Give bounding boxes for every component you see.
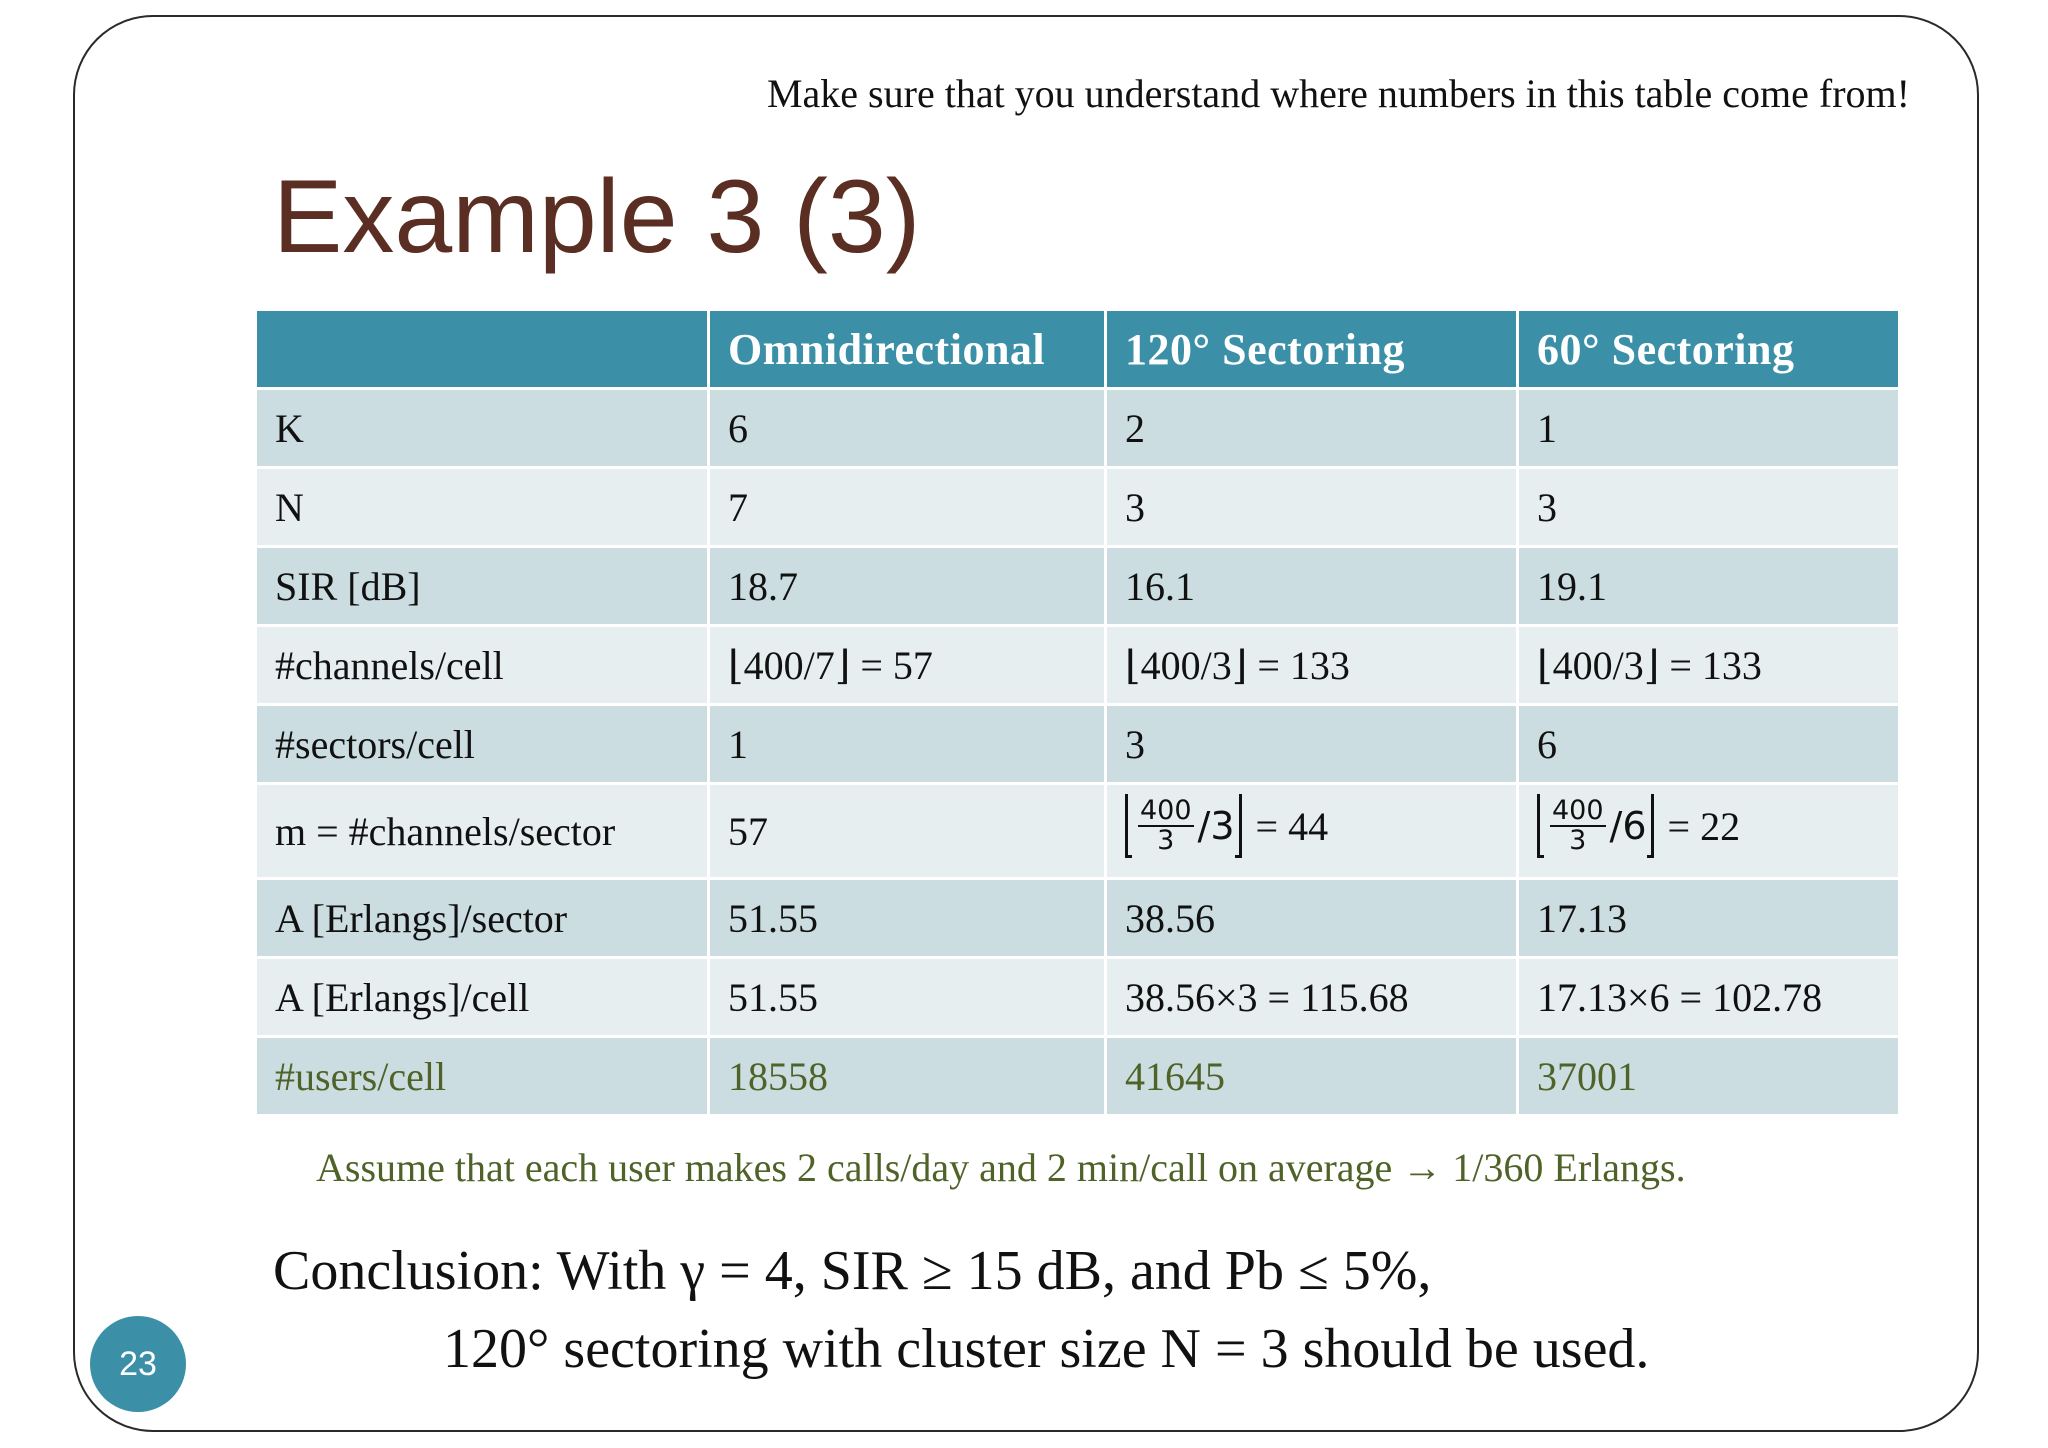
slide-title: Example 3 (3) (273, 159, 921, 275)
table-cell: 6 (709, 389, 1106, 468)
header-120-sectoring: 120° Sectoring (1106, 310, 1518, 389)
assumption-note: Assume that each user makes 2 calls/day and 2 min/call on average → 1/360 Erlangs. (316, 1145, 1686, 1190)
row-label: SIR [dB] (256, 547, 709, 626)
row-label: #sectors/cell (256, 705, 709, 784)
row-label: K (256, 389, 709, 468)
fraction (1138, 794, 1194, 856)
table-cell: 51.55 (709, 958, 1106, 1037)
table-cell: 3 (1106, 468, 1518, 547)
top-note: Make sure that you understand where numbers in this table come from! (766, 71, 1910, 116)
formula-result: = 22 (1667, 803, 1741, 849)
floor-right-bracket (1235, 794, 1242, 858)
row-label: A [Erlangs]/sector (256, 879, 709, 958)
table-row (256, 705, 1900, 784)
table-cell: 37001 (1518, 1037, 1900, 1116)
row-label: m = #channels/sector (256, 784, 709, 879)
row-label: #users/cell (256, 1037, 709, 1116)
floor-left-bracket (1537, 794, 1544, 858)
table-row (256, 784, 1900, 879)
header-empty (256, 310, 709, 389)
table-cell: 19.1 (1518, 547, 1900, 626)
page-number-badge: 23 (90, 1316, 186, 1412)
fraction-denominator: 3 (1157, 825, 1175, 856)
formula-divisor: /6 (1609, 804, 1647, 848)
table-cell: 1 (1518, 389, 1900, 468)
fraction-numerator: 400 (1140, 794, 1192, 826)
floor-left-bracket (1125, 794, 1132, 858)
floor-formula (1125, 794, 1328, 858)
table-cell: 51.55 (709, 879, 1106, 958)
table-row (256, 626, 1900, 705)
table-cell (1518, 784, 1900, 879)
table-cell: 17.13 (1518, 879, 1900, 958)
table-cell: ⌊400/7⌋ = 57 (709, 626, 1106, 705)
table-cell: 18.7 (709, 547, 1106, 626)
table-cell: 3 (1518, 468, 1900, 547)
table-cell: 1 (709, 705, 1106, 784)
table-cell: 16.1 (1106, 547, 1518, 626)
table-row (256, 958, 1900, 1037)
table-cell: 3 (1106, 705, 1518, 784)
table-cell: 57 (709, 784, 1106, 879)
table-row (256, 389, 1900, 468)
fraction-denominator: 3 (1569, 825, 1587, 856)
table-header-row (256, 310, 1900, 389)
table-cell: 6 (1518, 705, 1900, 784)
table-row-highlighted (256, 1037, 1900, 1116)
table-cell: 18558 (709, 1037, 1106, 1116)
conclusion (273, 1232, 1649, 1388)
row-label: N (256, 468, 709, 547)
row-label: #channels/cell (256, 626, 709, 705)
table-cell (1106, 784, 1518, 879)
floor-formula (1537, 794, 1740, 858)
table-cell: ⌊400/3⌋ = 133 (1106, 626, 1518, 705)
conclusion-line-1: Conclusion: With γ = 4, SIR ≥ 15 dB, and Pb ≤ 5%, (273, 1240, 1432, 1302)
formula-result: = 44 (1255, 803, 1329, 849)
table-cell: 17.13×6 = 102.78 (1518, 958, 1900, 1037)
table-cell: ⌊400/3⌋ = 133 (1518, 626, 1900, 705)
fraction (1550, 794, 1606, 856)
table-cell: 41645 (1106, 1037, 1518, 1116)
table-cell: 2 (1106, 389, 1518, 468)
header-60-sectoring: 60° Sectoring (1518, 310, 1900, 389)
formula-divisor: /3 (1197, 804, 1235, 848)
table-cell: 7 (709, 468, 1106, 547)
header-omnidirectional: Omnidirectional (709, 310, 1106, 389)
table-row (256, 879, 1900, 958)
row-label: A [Erlangs]/cell (256, 958, 709, 1037)
conclusion-line-2: 120° sectoring with cluster size N = 3 should be used. (443, 1318, 1650, 1380)
table-cell: 38.56×3 = 115.68 (1106, 958, 1518, 1037)
comparison-table (254, 308, 1901, 1117)
floor-right-bracket (1647, 794, 1654, 858)
fraction-numerator: 400 (1552, 794, 1604, 826)
table-cell: 38.56 (1106, 879, 1518, 958)
table-row (256, 547, 1900, 626)
table-row (256, 468, 1900, 547)
